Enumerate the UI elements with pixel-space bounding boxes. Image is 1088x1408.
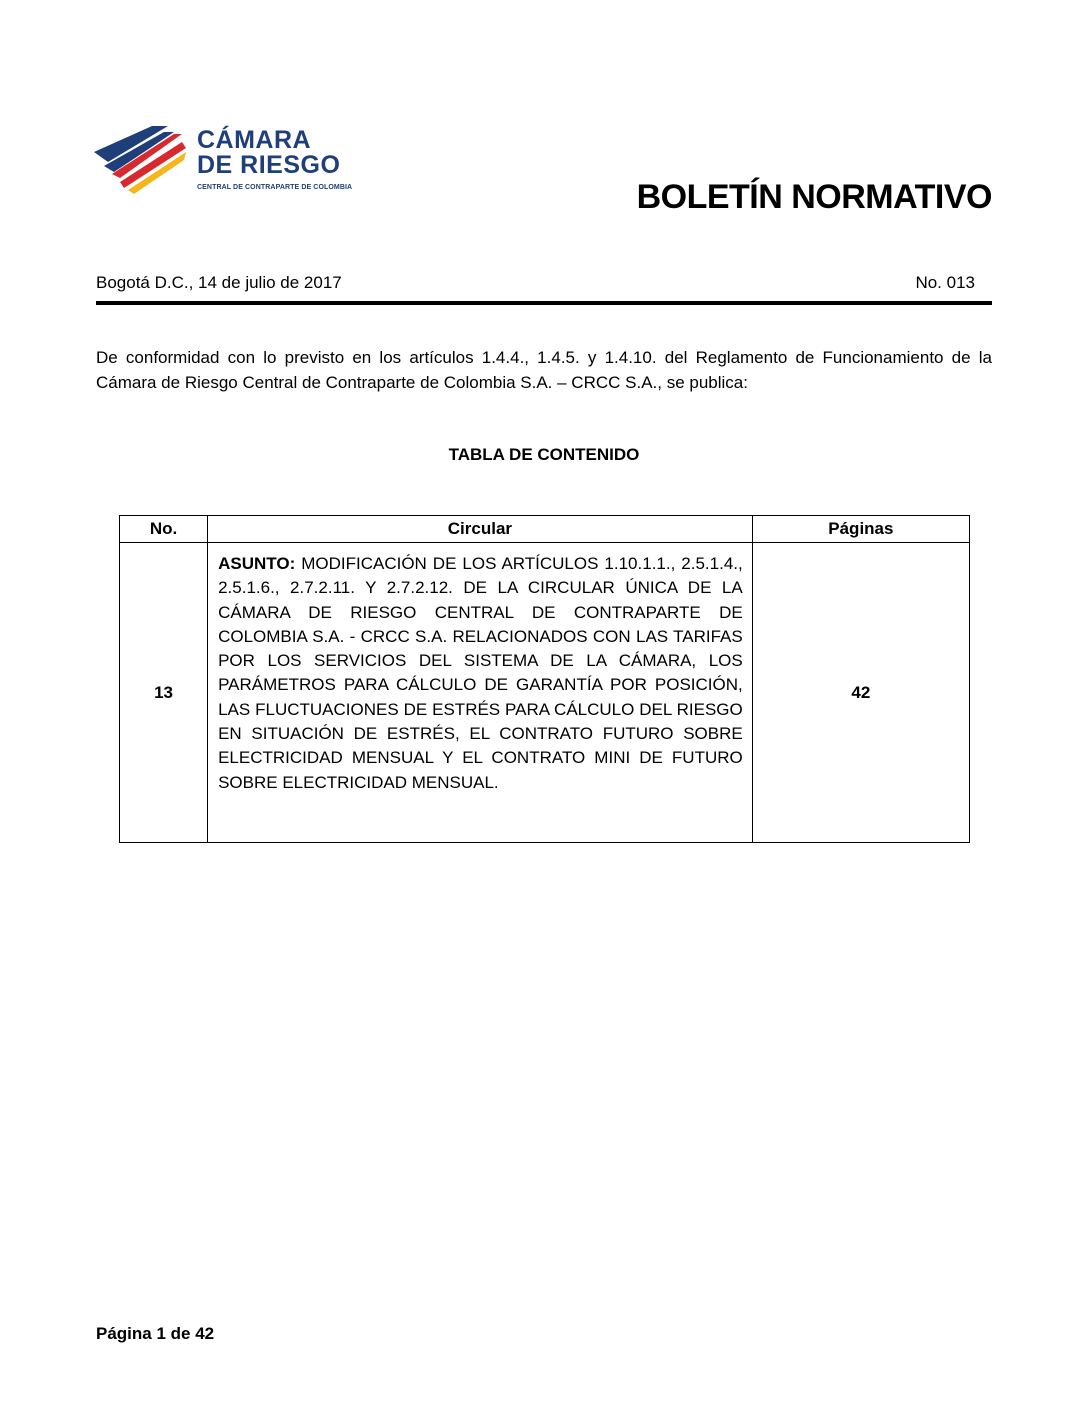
toc-header-row bbox=[120, 516, 970, 543]
bulletin-number: No. 013 bbox=[915, 273, 975, 292]
subject-label: ASUNTO: bbox=[218, 554, 296, 573]
page-footer: Página 1 de 42 bbox=[96, 1324, 215, 1343]
subject-text: MODIFICACIÓN DE LOS ARTÍCULOS 1.10.1.1., 2.5.1.4., 2.5.1.6., 2.7.2.11. Y 2.7.2.12. DE LA CIRCULAR ÚNICA DE LA CÁMARA DE RIESGO CENTRAL DE CONTRAPARTE DE COLOMBIA S.A. - CRCC S.A. RELACIONADOS CON LAS TARIFAS POR LOS SERVICIOS DEL SISTEMA DE LA CÁMARA, LOS PARÁMETROS PARA CÁLCULO DE GARANTÍA POR POSICIÓN, LAS FLUCTUACIONES DE ESTRÉS PARA CÁLCULO DEL RIESGO EN SITUACIÓN DE ESTRÉS, EL CONTRATO FUTURO SOBRE ELECTRICIDAD MENSUAL Y EL CONTRATO MINI DE FUTURO SOBRE ELECTRICIDAD MENSUAL. bbox=[218, 554, 743, 792]
cell-pages: 42 bbox=[752, 543, 969, 843]
logo-stripes-icon bbox=[94, 126, 194, 194]
intro-paragraph: De conformidad con lo previsto en los artículos 1.4.4., 1.4.5. y 1.4.10. del Reglamento de Funcionamiento de la Cámara de Riesgo Central de Contraparte de Colombia S.A. – CRCC S.A., se publica: bbox=[96, 348, 992, 392]
cell-no: 13 bbox=[120, 543, 208, 843]
column-header-no: No. bbox=[120, 516, 208, 543]
toc-table bbox=[119, 515, 970, 843]
date-line: Bogotá D.C., 14 de julio de 2017 bbox=[96, 273, 342, 292]
company-logo bbox=[94, 126, 384, 198]
cell-circular bbox=[208, 543, 753, 843]
header-divider bbox=[96, 301, 992, 305]
logo-tagline: CENTRAL DE CONTRAPARTE DE COLOMBIA bbox=[197, 184, 353, 191]
logo-wordmark bbox=[197, 128, 340, 178]
document-title: BOLETÍN NORMATIVO bbox=[636, 178, 992, 216]
logo-line-1: CÁMARA bbox=[197, 126, 312, 154]
column-header-pages: Páginas bbox=[752, 516, 969, 543]
column-header-circular: Circular bbox=[208, 516, 753, 543]
logo-line-2: DE RIESGO bbox=[197, 151, 341, 179]
table-row bbox=[120, 543, 970, 843]
toc-heading: TABLA DE CONTENIDO bbox=[448, 445, 640, 464]
